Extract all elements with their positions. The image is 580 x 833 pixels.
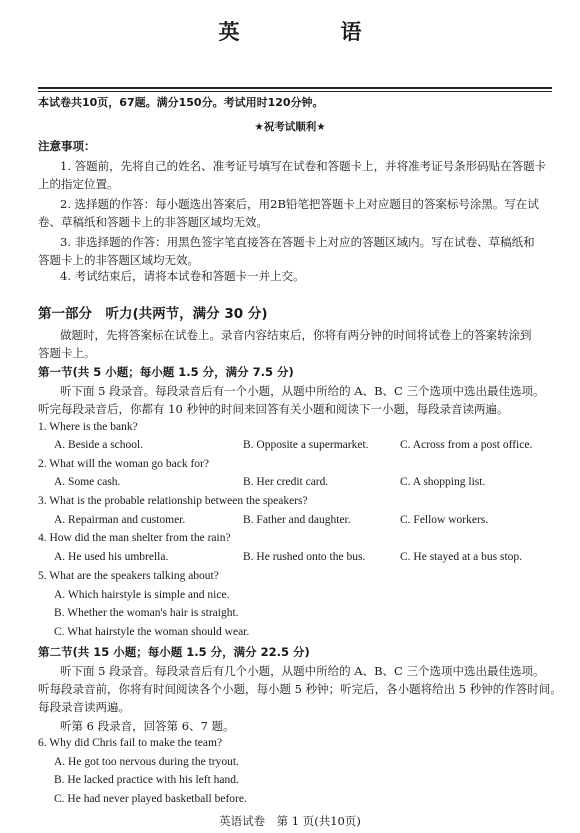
question-1: 1. Where is the bank? — [38, 421, 138, 433]
good-luck-note: ★祝考试顺利★ — [254, 121, 326, 133]
section2-heading: 第二节(共 15 小题；每小题 1.5 分，满分 22.5 分) — [38, 645, 310, 659]
question-4: 4. How did the man shelter from the rain? — [38, 532, 231, 544]
part1-instruction: 答题卡上。 — [38, 346, 96, 360]
option-1c: C. Across from a post office. — [400, 439, 533, 451]
option-6a: A. He got too nervous during the tryout. — [54, 756, 239, 768]
option-5c: C. What hairstyle the woman should wear. — [54, 626, 250, 638]
option-4b: B. He rushed onto the bus. — [243, 551, 366, 563]
header-rule-thin — [38, 91, 552, 92]
part1-heading: 第一部分 听力(共两节，满分 30 分) — [38, 306, 268, 322]
note-line: 1. 答题前，先将自己的姓名、准考证号填写在试卷和答题卡上，并将准考证号条形码贴在答题卡 — [60, 159, 547, 173]
question-6: 6. Why did Chris fail to make the team? — [38, 737, 223, 749]
option-2c: C. A shopping list. — [400, 476, 486, 488]
section1-instruction: 听完每段录音后，你都有 10 秒钟的时间来回答有关小题和阅读下一小题，每段录音读两遍。 — [38, 402, 509, 416]
note-line: 上的指定位置。 — [38, 177, 119, 191]
header-rule-thick — [38, 87, 552, 89]
note-line: 4. 考试结束后，请将本试卷和答题卡一并上交。 — [60, 269, 305, 283]
option-4c: C. He stayed at a bus stop. — [400, 551, 523, 563]
question-2: 2. What will the woman go back for? — [38, 458, 209, 470]
option-1b: B. Opposite a supermarket. — [243, 439, 369, 451]
note-line: 卷、草稿纸和答题卡上的非答题区域均无效。 — [38, 215, 268, 229]
page-footer: 英语试卷 第 1 页(共10页) — [219, 814, 361, 828]
section2-instruction: 听每段录音前，你将有时间阅读各个小题，每小题 5 秒钟；听完后，各小题将给出 5 秒钟的作答时间。 — [38, 682, 562, 696]
section1-instruction: 听下面 5 段录音。每段录音后有一个小题，从题中所给的 A、B、C 三个选项中选出最佳选项。 — [60, 384, 545, 398]
section2-instruction: 听下面 5 段录音。每段录音后有几个小题，从题中所给的 A、B、C 三个选项中选出最佳选项。 — [60, 664, 545, 678]
option-2b: B. Her credit card. — [243, 476, 329, 488]
part1-instruction: 做题时，先将答案标在试卷上。录音内容结束后，你将有两分钟的时间将试卷上的答案转涂到 — [60, 328, 532, 342]
page-title: 英 语 — [218, 20, 402, 44]
option-3c: C. Fellow workers. — [400, 514, 489, 526]
note-line: 3. 非选择题的作答：用黑色签字笔直接答在答题卡上对应的答题区域内。写在试卷、草稿纸和 — [60, 235, 535, 249]
dialogue-6-note: 听第 6 段录音，回答第 6、7 题。 — [60, 719, 235, 733]
option-3b: B. Father and daughter. — [243, 514, 351, 526]
option-5b: B. Whether the woman's hair is straight. — [54, 607, 239, 619]
question-3: 3. What is the probable relationship between the speakers? — [38, 495, 308, 507]
option-6c: C. He had never played basketball before. — [54, 793, 247, 805]
option-3a: A. Repairman and customer. — [54, 514, 186, 526]
note-line: 2. 选择题的作答：每小题选出答案后，用2B铅笔把答题卡上对应题目的答案标号涂黑。写在试 — [60, 197, 539, 211]
note-line: 答题卡上的非答题区域均无效。 — [38, 253, 199, 267]
option-4a: A. He used his umbrella. — [54, 551, 169, 563]
exam-info: 本试卷共10页，67题。满分150分。考试用时120分钟。 — [38, 96, 324, 109]
option-5a: A. Which hairstyle is simple and nice. — [54, 589, 230, 601]
section2-instruction: 每段录音读两遍。 — [38, 700, 130, 714]
section1-heading: 第一节(共 5 小题；每小题 1.5 分，满分 7.5 分) — [38, 365, 294, 379]
option-6b: B. He lacked practice with his left hand. — [54, 774, 239, 786]
question-5: 5. What are the speakers talking about? — [38, 570, 219, 582]
option-1a: A. Beside a school. — [54, 439, 144, 451]
option-2a: A. Some cash. — [54, 476, 121, 488]
notes-heading: 注意事项： — [38, 139, 96, 153]
